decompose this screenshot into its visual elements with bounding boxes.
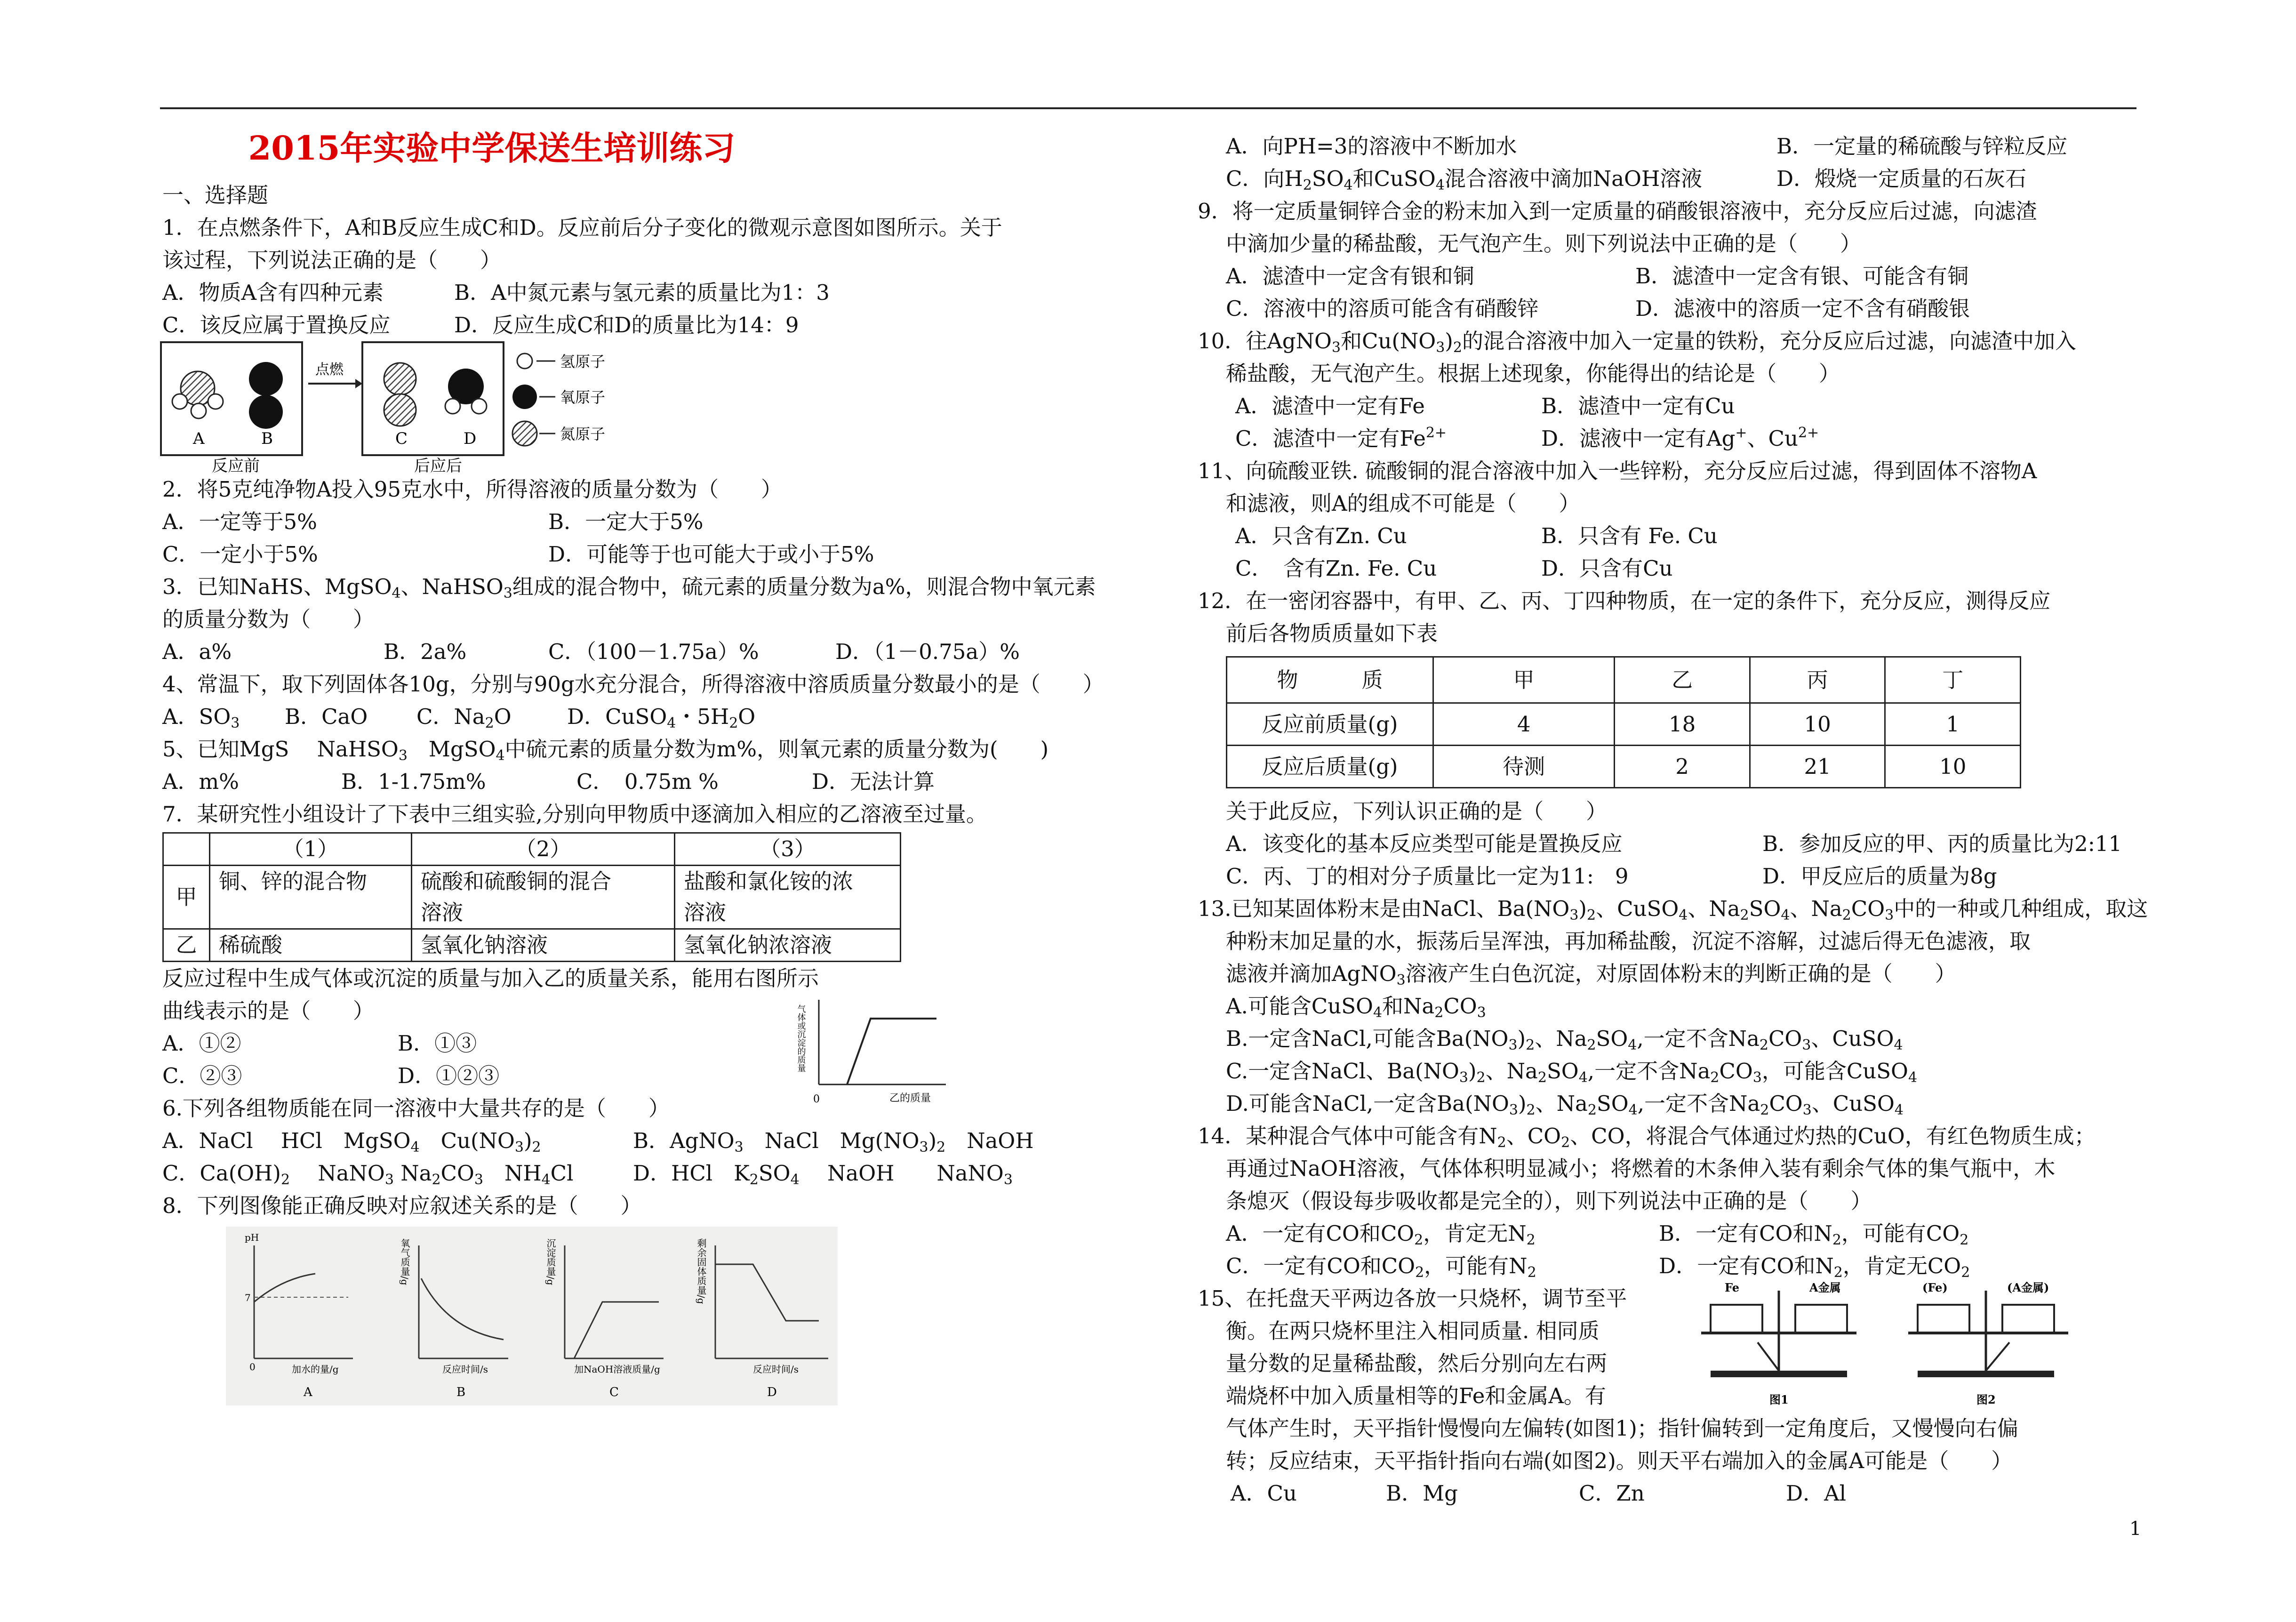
svg-text:0: 0 <box>249 1361 256 1373</box>
q11-option-d: D．只含有Cu <box>1541 556 1673 581</box>
q1-after-caption: 后应后 <box>414 457 462 473</box>
q3-option-b: B．2a% <box>384 639 467 664</box>
q8-option-d: D．煅烧一定质量的石灰石 <box>1776 166 2027 191</box>
q4-option-c: C．$Na_2O$ <box>416 704 512 731</box>
q7-curve-figure <box>795 990 951 1108</box>
q15-option-a: A．Cu <box>1231 1481 1297 1506</box>
q11-option-a: A．只含有Zn. Cu <box>1235 523 1407 548</box>
q7-table <box>162 832 901 962</box>
q3-option-a: A．a% <box>162 639 232 664</box>
svg-text:剩余固体质量/g: 剩余固体质量/g <box>696 1238 707 1304</box>
q8-option-a: A．向PH=3的溶液中不断加水 <box>1226 134 1517 159</box>
svg-text:反应时间/s: 反应时间/s <box>442 1364 488 1375</box>
page-title: 2015年实验中学保送生培训练习 <box>248 128 736 168</box>
q13-stem-3: 滤液并滴加AgNO$_3$溶液产生白色沉淀，对原固体粉末的判断正确的是（ ） <box>1226 961 1956 988</box>
right-column <box>1198 130 2148 1510</box>
left-column <box>162 127 1198 1405</box>
q4-option-d: D．CuSO$_4$・$5H_2O$ <box>567 704 756 731</box>
q2-option-c: C．一定小于5% <box>162 542 318 567</box>
q15-line-3: 量分数的足量稀盐酸，然后分别向左右两 <box>1226 1351 1608 1376</box>
q8-panel-a <box>245 1232 353 1399</box>
q9-stem-1: 9．将一定质量铜锌合金的粉末加入到一定质量的硝酸银溶液中，充分反应后过滤，向滤渣 <box>1198 199 2037 224</box>
q14-option-d: D．一定有CO和$N_2$，肯定无$CO_2$ <box>1659 1253 1970 1281</box>
q8-panel-d <box>696 1238 828 1399</box>
q7-option-b: B．①③ <box>398 1031 477 1056</box>
q10-option-c: C．滤渣中一定有$Fe^{2+}$ <box>1235 425 1447 451</box>
q8-panel-c <box>545 1238 664 1399</box>
q15-line-4: 端烧杯中加入质量相等的Fe和金属A。有 <box>1226 1383 1606 1408</box>
q2-option-b: B．一定大于5% <box>548 509 704 534</box>
q8-panel-b <box>399 1238 508 1399</box>
svg-text:反应时间/s: 反应时间/s <box>753 1364 799 1375</box>
q9-stem-2: 中滴加少量的稀盐酸，无气泡产生。则下列说法中正确的是（ ） <box>1226 231 1862 256</box>
q1-before-caption: 反应前 <box>212 457 260 473</box>
q1-stem-2: 该过程，下列说法正确的是（ ） <box>162 248 502 273</box>
q15-balance-figure <box>1696 1277 2120 1413</box>
q11-stem-1: 11、向硫酸亚铁. 硫酸铜的混合溶液中加入一些锌粉，充分反应后过滤，得到固体不溶物A <box>1198 458 2037 483</box>
section-heading: 一、选择题 <box>162 183 269 208</box>
table-row: 甲 铜、锌的混合物 硫酸和硫酸铜的混合 溶液 盐酸和氯化铵的浓 溶液 <box>163 866 901 929</box>
svg-text:A金属: A金属 <box>1809 1281 1841 1294</box>
q12-option-a: A．该变化的基本反应类型可能是置换反应 <box>1226 831 1623 856</box>
q4-option-b: B．CaO <box>285 704 368 729</box>
q7-fig-xlabel: 乙的质量 <box>889 1092 931 1104</box>
q8-stem: 8．下列图像能正确反映对应叙述关系的是（ ） <box>162 1193 642 1218</box>
q7-option-a: A．①② <box>162 1031 241 1056</box>
svg-text:沉淀质量/g: 沉淀质量/g <box>545 1238 556 1285</box>
q1-option-c: C．该反应属于置换反应 <box>162 313 391 337</box>
q12-stem-2: 前后各物质质量如下表 <box>1226 621 1438 646</box>
svg-text:图1: 图1 <box>1769 1393 1789 1406</box>
q3-option-c: C．（100－1.75a）% <box>548 639 759 664</box>
q15-line-5: 气体产生时，天平指针慢慢向左偏转(如图1)；指针偏转到一定角度后，又慢慢向右偏 <box>1226 1416 2018 1441</box>
q15-line-1: 15、在托盘天平两边各放一只烧杯，调节至平 <box>1198 1286 1627 1311</box>
q11-stem-2: 和滤液，则A的组成不可能是（ ） <box>1226 491 1580 516</box>
q1-option-a: A．物质A含有四种元素 <box>162 280 384 305</box>
q2-option-a: A．一定等于5% <box>162 509 317 534</box>
q15-option-c: C．Zn <box>1579 1481 1645 1506</box>
q7-after-1: 反应过程中生成气体或沉淀的质量与加入乙的质量关系，能用右图所示 <box>162 966 819 991</box>
q15-line-6: 转；反应结束，天平指针指向右端(如图2)。则天平右端加入的金属A可能是（ ） <box>1226 1448 2013 1473</box>
q13-option-a: A.可能含CuSO$_4$和$Na_2CO_3$ <box>1226 994 1486 1021</box>
q9-option-b: B．滤渣中一定含有银、可能含有铜 <box>1635 264 1969 289</box>
q4-stem: 4、常温下，取下列固体各10g，分别与90g水充分混合，所得溶液中溶质质量分数最小的是（ ） <box>162 672 1104 697</box>
q10-stem-1: 10．往AgNO$_3$和$Cu(NO_3)_2$的混合溶液中加入一定量的铁粉，充分反应后过滤，向滤渣中加入 <box>1198 329 2076 356</box>
q10-option-b: B．滤渣中一定有Cu <box>1541 393 1735 418</box>
q1-legend-h: 氢原子 <box>560 353 606 370</box>
q6-options-cd: C．$Ca(OH)_2$ NaNO$_3$ $Na_2CO_3$ $NH_4Cl$ D．HCl $K_2SO_4$ NaOH NaNO$_3$ <box>162 1161 1013 1188</box>
q7-option-c: C．②③ <box>162 1063 242 1088</box>
svg-text:B: B <box>456 1385 466 1399</box>
q11-option-c: C． 含有Zn. Fe. Cu <box>1235 556 1437 581</box>
q1-molecule-figure <box>160 341 678 473</box>
q11-option-b: B．只含有 Fe. Cu <box>1541 523 1718 548</box>
svg-text:C: C <box>609 1385 619 1399</box>
q5-option-c: C． 0.75m % <box>576 769 719 794</box>
q14-stem-1: 14．某种混合气体中可能含有$N_2$、$CO_2$、CO，将混合气体通过灼热的CuO，有红色物质生成； <box>1198 1124 2096 1151</box>
q6-options-ab: A．NaCl HCl MgSO$_4$ $Cu(NO_3)_2$ B．AgNO$_3$ NaCl $Mg(NO_3)_2$ NaOH <box>162 1128 1034 1156</box>
q5-option-a: A．m% <box>162 769 239 794</box>
q6-stem: 6.下列各组物质能在同一溶液中大量共存的是（ ） <box>162 1096 670 1121</box>
q8-option-b: B．一定量的稀硫酸与锌粒反应 <box>1776 134 2068 159</box>
q15-option-b: B．Mg <box>1386 1481 1458 1506</box>
q1-label-b: B <box>261 429 273 448</box>
q1-label-a: A <box>193 429 205 448</box>
q2-option-d: D．可能等于也可能大于或小于5% <box>548 542 874 567</box>
q14-stem-3: 条熄灭（假设每步吸收都是完全的），则下列说法中正确的是（ ） <box>1226 1188 1872 1213</box>
q7-option-d: D．①②③ <box>398 1063 500 1088</box>
q1-label-d: D <box>464 429 477 448</box>
q14-option-c: C．一定有CO和$CO_2$，可能有$N_2$ <box>1226 1253 1536 1281</box>
svg-text:图2: 图2 <box>1976 1393 1996 1406</box>
q12-option-b: B．参加反应的甲、丙的质量比为2:11 <box>1762 831 2122 856</box>
q14-stem-2: 再通过NaOH溶液，气体体积明显减小；将燃着的木条伸入装有剩余气体的集气瓶中，木 <box>1226 1156 2056 1181</box>
q13-option-c: C.一定含NaCl、$Ba(NO_3)_2$、$Na_2SO_4$,一定不含$Na_2CO_3$，可能含CuSO$_4$ <box>1226 1059 1918 1086</box>
q13-stem-1: 13.已知某固体粉末是由NaCl、$Ba(NO_3)_2$、CuSO$_4$、$Na_2SO_4$、$Na_2CO_3$中的一种或几种组成，取这 <box>1198 896 2148 923</box>
q12-table <box>1226 656 2021 788</box>
svg-text:pH: pH <box>245 1232 259 1243</box>
svg-text:加NaOH溶液质量/g: 加NaOH溶液质量/g <box>574 1364 660 1375</box>
svg-text:(A金属): (A金属) <box>2007 1281 2049 1294</box>
q7-fig-ylabel: 气体或沉淀的质量 <box>796 1004 806 1072</box>
q1-legend-o: 氧原子 <box>560 388 606 406</box>
q3-option-d: D．（1－0.75a）% <box>835 639 1020 664</box>
q10-stem-2: 稀盐酸，无气泡产生。根据上述现象，你能得出的结论是（ ） <box>1226 361 1840 386</box>
q9-option-d: D．滤液中的溶质一定不含有硝酸银 <box>1635 296 1970 321</box>
table-row: 反应前质量(g) 4 18 10 1 <box>1227 703 2021 746</box>
svg-text:加水的量/g: 加水的量/g <box>292 1364 339 1375</box>
q13-option-b: B.一定含NaCl,可能含$Ba(NO_3)_2$、$Na_2SO_4$,一定不含$Na_2CO_3$、CuSO$_4$ <box>1226 1026 1903 1053</box>
q15-balance-2 <box>1908 1281 2068 1406</box>
table-row: （1） （2） （3） <box>163 833 901 866</box>
q1-stem-1: 1．在点燃条件下，A和B反应生成C和D。反应前后分子变化的微观示意图如图所示。关于 <box>162 215 1002 240</box>
q13-stem-2: 种粉末加足量的水，振荡后呈浑浊，再加稀盐酸，沉淀不溶解，过滤后得无色滤液，取 <box>1226 929 2031 954</box>
q5-option-b: B．1-1.75m% <box>341 769 486 794</box>
q5-option-d: D．无法计算 <box>812 769 935 794</box>
table-row: 乙 稀硫酸 氢氧化钠溶液 氢氧化钠浓溶液 <box>163 929 901 962</box>
q8-graph-figure <box>226 1227 838 1405</box>
table-row: 反应后质量(g) 待测 2 21 10 <box>1227 746 2021 788</box>
svg-text:氧气质量/g: 氧气质量/g <box>399 1238 410 1285</box>
q15-line-2: 衡。在两只烧杯里注入相同质量. 相同质 <box>1226 1318 1600 1343</box>
svg-text:Fe: Fe <box>1725 1281 1739 1294</box>
q7-after-2: 曲线表示的是（ ） <box>162 998 375 1023</box>
q3-stem-1: 3．已知NaHS、MgSO$_4$、NaHSO$_3$组成的混合物中，硫元素的质量分数为a%，则混合物中氧元素 <box>162 574 1096 602</box>
header-rule <box>160 107 2136 109</box>
page-number: 1 <box>2129 1518 2142 1540</box>
q4-option-a: A．$SO_3$ <box>162 704 240 731</box>
svg-text:(Fe): (Fe) <box>1922 1281 1948 1294</box>
q14-option-b: B．一定有CO和$N_2$，可能有$CO_2$ <box>1659 1221 1969 1248</box>
svg-text:A: A <box>304 1385 312 1399</box>
q1-option-d: D．反应生成C和D的质量比为14：9 <box>454 313 799 337</box>
q10-option-a: A．滤渣中一定有Fe <box>1235 393 1425 418</box>
q2-stem: 2．将5克纯净物A投入95克水中，所得溶液的质量分数为（ ） <box>162 477 783 502</box>
q7-stem: 7．某研究性小组设计了下表中三组实验,分别向甲物质中逐滴加入相应的乙溶液至过量。 <box>162 802 987 827</box>
q13-option-d: D.可能含NaCl,一定含$Ba(NO_3)_2$、$Na_2SO_4$,一定不含$Na_2CO_3$、CuSO$_4$ <box>1226 1091 1904 1118</box>
q9-option-a: A．滤渣中一定含有银和铜 <box>1226 264 1474 289</box>
q1-label-c: C <box>395 429 408 448</box>
svg-text:D: D <box>767 1385 777 1399</box>
q1-arrow-label: 点燃 <box>315 361 344 378</box>
q15-option-d: D．Al <box>1786 1481 1846 1506</box>
q7-fig-origin: 0 <box>813 1093 820 1105</box>
q12-after: 关于此反应，下列认识正确的是（ ） <box>1226 799 1608 824</box>
q9-option-c: C．溶液中的溶质可能含有硝酸锌 <box>1226 296 1539 321</box>
q1-option-b: B．A中氮元素与氢元素的质量比为1：3 <box>454 280 830 305</box>
q12-stem-1: 12．在一密闭容器中，有甲、乙、丙、丁四种物质，在一定的条件下，充分反应，测得反应 <box>1198 588 2051 613</box>
svg-text:7: 7 <box>245 1292 251 1303</box>
q5-stem: 5、已知MgS NaHSO$_3$ MgSO$_4$中硫元素的质量分数为m%，则氧元素的质量分数为( ) <box>162 737 1049 764</box>
table-row: 物 质 甲 乙 丙 丁 <box>1227 657 2021 703</box>
q15-balance-1 <box>1701 1281 1856 1406</box>
q14-option-a: A．一定有CO和$CO_2$，肯定无$N_2$ <box>1226 1221 1536 1248</box>
q8-option-c: C．向$H_2SO_4$和CuSO$_4$混合溶液中滴加NaOH溶液 <box>1226 166 1703 193</box>
q12-option-c: C．丙、丁的相对分子质量比一定为11: 9 <box>1226 864 1629 889</box>
q12-option-d: D．甲反应后的质量为8g <box>1762 864 1997 889</box>
q1-legend-n: 氮原子 <box>560 425 606 443</box>
q10-option-d: D．滤液中一定有Ag+、$Cu^{2+}$ <box>1541 425 1819 451</box>
q3-stem-2: 的质量分数为（ ） <box>162 607 375 632</box>
